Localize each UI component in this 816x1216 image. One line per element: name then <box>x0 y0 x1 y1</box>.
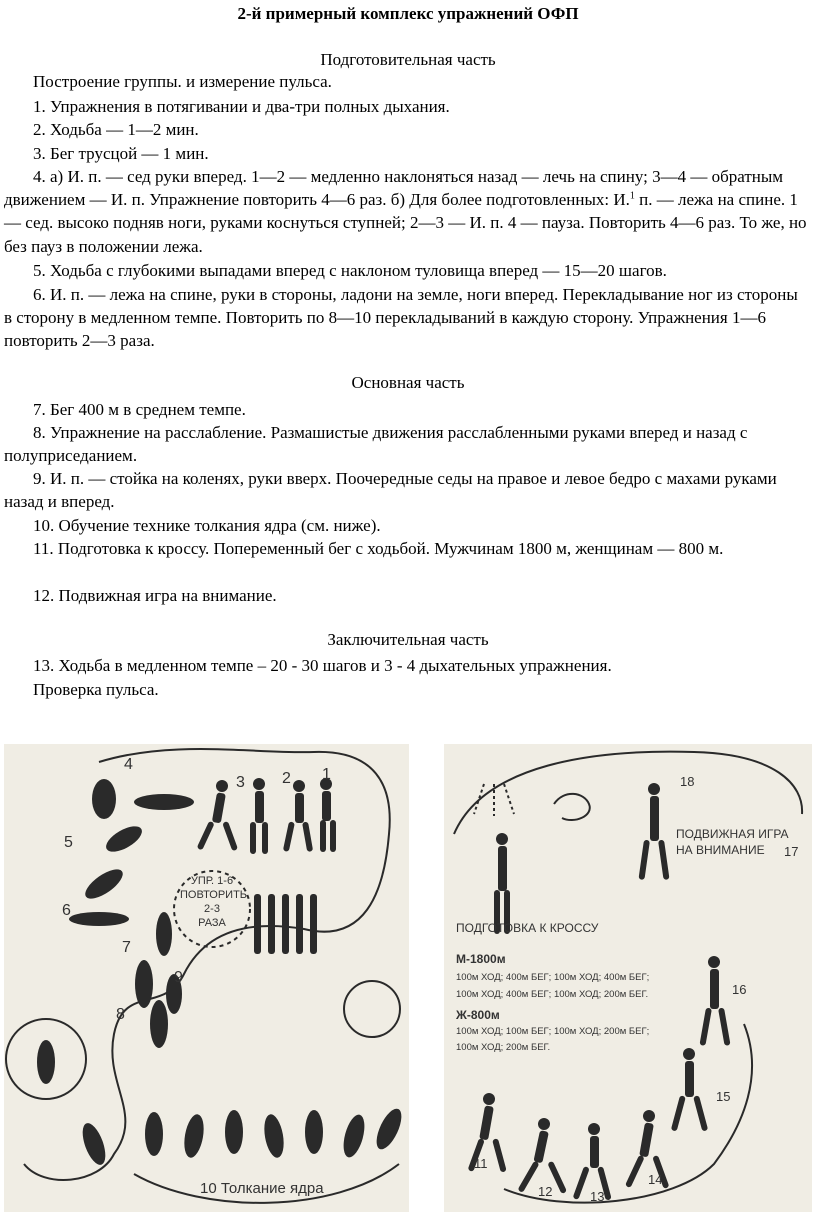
paragraph-6: 6. И. п. — лежа на спине, руки в стороны, ладони на земле, ноги вперед. Перекладывание ног из стороны в сторону в медленном темпе. Повторить по 8—10 перекладываний в каждую сторону. Упражнения 1—6 повторить 2—3 раза. <box>4 285 798 351</box>
cross-title: ПОДГОТОВКА К КРОССУ <box>456 921 599 935</box>
figure-number-6: 6 <box>62 902 71 919</box>
game-label-line-2: НА ВНИМАНИЕ <box>676 843 765 857</box>
section-heading-main: Основная часть <box>351 373 465 392</box>
figure-15 <box>671 1048 708 1132</box>
figure-number-2: 2 <box>282 770 291 787</box>
figure-number-8: 8 <box>116 1006 125 1023</box>
women-line-1: 100м ХОД; 100м БЕГ; 100м ХОД; 200м БЕГ; <box>456 1026 650 1037</box>
figure-sit-ups <box>81 779 194 904</box>
figure-number-3: 3 <box>236 774 245 791</box>
repeat-note-line-3: 2-3 <box>204 903 220 915</box>
women-line-2: 100м ХОД; 200м БЕГ. <box>456 1042 551 1053</box>
left-figure-drawing <box>4 744 409 1212</box>
repeat-note-line-4: РАЗА <box>198 917 226 929</box>
figure-lying <box>69 912 129 926</box>
paragraph-2: 2. Ходьба — 1—2 мин. <box>33 120 199 139</box>
women-label: Ж-800м <box>456 1008 500 1022</box>
figure-16 <box>699 956 730 1046</box>
figure-number-12: 12 <box>538 1184 553 1199</box>
men-line-2: 100м ХОД; 400м БЕГ; 100м ХОД; 200м БЕГ. <box>456 989 649 1000</box>
repeat-note <box>180 874 248 930</box>
figure-showering <box>494 833 510 934</box>
paragraph-4-part-b: п. — лежа на спине. 1 — сед. высоко подняв ноги, руками коснуться ступней; 2—3 — И. п. 4 — пауза. Повторить 4—6 раз. То же, но без пауз в положении лежа. <box>4 190 807 256</box>
men-label: М-1800м <box>456 952 506 966</box>
paragraph-0: Построение группы. и измерение пульса. <box>33 72 332 91</box>
paragraph-1: 1. Упражнения в потягивании и два-три полных дыхания. <box>33 97 450 116</box>
paragraph-8: 8. Упражнение на расслабление. Размашистые движения расслабленными руками вперед и назад с полуприседанием. <box>4 423 748 466</box>
section-heading-final: Заключительная часть <box>327 630 489 649</box>
figure-jogging <box>197 780 238 851</box>
figure-bending <box>320 778 336 852</box>
figures-row-standing <box>254 894 317 954</box>
figure-walking <box>283 780 313 852</box>
figure-number-4: 4 <box>124 756 133 773</box>
figure-number-5: 5 <box>64 834 73 851</box>
paragraph-7: 7. Бег 400 м в среднем темпе. <box>33 400 246 419</box>
figure-number-17: 17 <box>784 844 799 859</box>
game-label-line-1: ПОДВИЖНАЯ ИГРА <box>676 827 789 841</box>
circuit-outline <box>24 749 390 1180</box>
repeat-note-line-1: УПР. 1-6 <box>190 875 234 887</box>
exercise-illustration-left <box>4 744 409 1212</box>
exercise-illustration-right <box>444 744 812 1212</box>
paragraph-12: 12. Подвижная игра на внимание. <box>33 586 277 605</box>
paragraph-13: 13. Ходьба в медленном темпе – 20 - 30 шагов и 3 - 4 дыхательных упражнения. <box>33 656 612 675</box>
paragraph-14: Проверка пульса. <box>33 680 159 699</box>
figure-stretching <box>250 778 268 854</box>
figure-number-7: 7 <box>122 939 131 956</box>
paragraph-4 <box>4 165 810 258</box>
figure-12 <box>517 1118 567 1194</box>
paragraph-9: 9. И. п. — стойка на коленях, руки вверх. Поочередные седы на правое и левое бедро с махами руками назад и вперед. <box>4 469 777 512</box>
paragraph-10: 10. Обучение технике толкания ядра (см. ниже). <box>33 516 381 535</box>
game-label <box>676 826 789 858</box>
paragraph-5: 5. Ходьба с глубокими выпадами вперед с наклоном туловища вперед — 15—20 шагов. <box>33 261 667 280</box>
figure-number-1: 1 <box>322 766 331 783</box>
men-line-1: 100м ХОД; 400м БЕГ; 100м ХОД; 400м БЕГ; <box>456 972 650 983</box>
repeat-note-line-2: ПОВТОРИТЬ <box>180 889 248 901</box>
paragraph-3: 3. Бег трусцой — 1 мин. <box>33 144 209 163</box>
paragraph-4-part-a: 4. а) И. п. — сед руки вперед. 1—2 — медленно наклоняться назад — лечь на спину; 3—4 — обратным движением — И. п. Упражнение повторить 4—6 раз. б) Для более подготовленных: И. <box>4 167 784 210</box>
hand-washing-sketch <box>554 794 590 820</box>
document-title: 2-й примерный комплекс упражнений ОФП <box>237 4 579 23</box>
shot-put-grip-inset <box>344 981 400 1037</box>
figure-18 <box>638 783 669 880</box>
footnote-mark: 1 <box>629 190 635 202</box>
figure-number-13: 13 <box>590 1189 605 1204</box>
shot-put-caption: 10 Толкание ядра <box>200 1180 324 1197</box>
figure-number-9: 9 <box>174 969 183 986</box>
figure-number-11: 11 <box>474 1156 488 1171</box>
figure-number-15: 15 <box>716 1089 731 1104</box>
section-heading-prep: Подготовительная часть <box>320 50 496 69</box>
figures-shot-put-sequence <box>37 1040 406 1168</box>
figure-number-14: 14 <box>648 1172 663 1187</box>
figure-number-18: 18 <box>680 774 695 789</box>
paragraph-11: 11. Подготовка к кроссу. Попеременный бег с ходьбой. Мужчинам 1800 м, женщинам — 800 м. <box>33 539 724 558</box>
figure-number-16: 16 <box>732 982 747 997</box>
